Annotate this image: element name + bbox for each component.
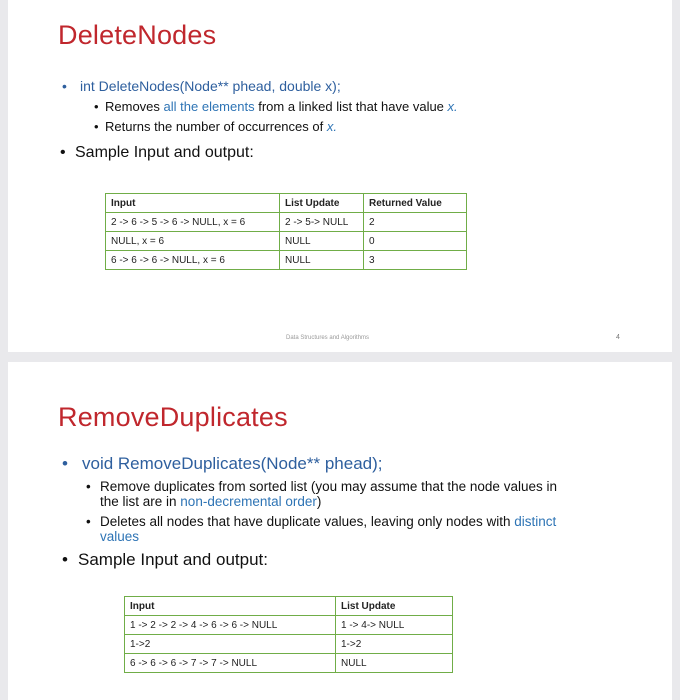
slide-footer: Data Structures and Algorithms [286, 335, 370, 341]
slide-title: DeleteNodes [58, 20, 217, 50]
cell: 6 -> 6 -> 6 -> 7 -> 7 -> NULL [125, 654, 336, 673]
sub-bullet-deletes: • Deletes all nodes that have duplicate values, leaving only nodes with distinct values [86, 514, 557, 544]
cell: 0 [364, 232, 467, 251]
cell: NULL, x = 6 [106, 232, 280, 251]
table-row [125, 616, 453, 635]
sub1-variable: x. [447, 99, 458, 114]
header-list-update: List Update [336, 597, 453, 616]
header-returned-value: Returned Value [364, 194, 467, 213]
sub2-line2: values [100, 529, 140, 544]
cell: 1 -> 2 -> 2 -> 4 -> 6 -> 6 -> NULL [125, 616, 336, 635]
sub1-line1: Remove duplicates from sorted list (you may assume that the node values in [100, 479, 557, 494]
sub1-text-post: from a linked list that have value [254, 99, 448, 114]
sub-bullet-remove: • Remove duplicates from sorted list (you may assume that the node values in the list are in non-decremental order) [86, 479, 557, 509]
sub1-highlight: all the elements [163, 99, 255, 114]
sample-label: Sample Input and output: [78, 550, 268, 569]
bullet-sample: • Sample Input and output: [60, 144, 254, 161]
table-row [106, 251, 467, 270]
bullet-signature: • void RemoveDuplicates(Node** phead); [62, 454, 383, 473]
sub1-line2-post: ) [316, 494, 322, 509]
header-input: Input [125, 597, 336, 616]
sub-bullet-returns: • Returns the number of occurrences of x. [94, 119, 337, 134]
sub1-line2: the list are in [100, 494, 181, 509]
sample-label: Sample Input and output: [75, 144, 254, 161]
cell: 1 -> 4-> NULL [336, 616, 453, 635]
slide-remove-duplicates [8, 362, 672, 700]
cell: NULL [280, 251, 364, 270]
sub2-text: Returns the number of occurrences of [105, 119, 327, 134]
signature-text: int DeleteNodes(Node** phead, double x); [80, 78, 341, 94]
cell: NULL [280, 232, 364, 251]
sub2-highlight: distinct [514, 514, 557, 529]
table-header-row [106, 194, 467, 213]
cell: 2 [364, 213, 467, 232]
sample-table [124, 596, 453, 673]
cell: 1->2 [336, 635, 453, 654]
bullet-signature: • int DeleteNodes(Node** phead, double x); [62, 78, 341, 94]
cell: 1->2 [125, 635, 336, 654]
sub2-line1: Deletes all nodes that have duplicate values, leaving only nodes with [100, 514, 515, 529]
table-header-row [125, 597, 453, 616]
sub2-variable: x. [326, 119, 337, 134]
header-input: Input [106, 194, 280, 213]
sub-bullet-removes: • Removes all the elements from a linked list that have value x. [94, 99, 458, 114]
cell: 6 -> 6 -> 6 -> NULL, x = 6 [106, 251, 280, 270]
bullet-sample: • Sample Input and output: [62, 550, 268, 569]
table-row [125, 635, 453, 654]
cell: 2 -> 6 -> 5 -> 6 -> NULL, x = 6 [106, 213, 280, 232]
page-number: 4 [616, 334, 620, 341]
sample-table [105, 193, 467, 270]
signature-text: void RemoveDuplicates(Node** phead); [82, 454, 383, 473]
cell: 2 -> 5-> NULL [280, 213, 364, 232]
table-row [125, 654, 453, 673]
table-row [106, 213, 467, 232]
header-list-update: List Update [280, 194, 364, 213]
slide-delete-nodes [8, 0, 672, 352]
sub1-text: Removes [105, 99, 164, 114]
sub1-highlight: non-decremental order [180, 494, 317, 509]
cell: 3 [364, 251, 467, 270]
cell: NULL [336, 654, 453, 673]
slide-title: RemoveDuplicates [58, 402, 288, 432]
table-row [106, 232, 467, 251]
